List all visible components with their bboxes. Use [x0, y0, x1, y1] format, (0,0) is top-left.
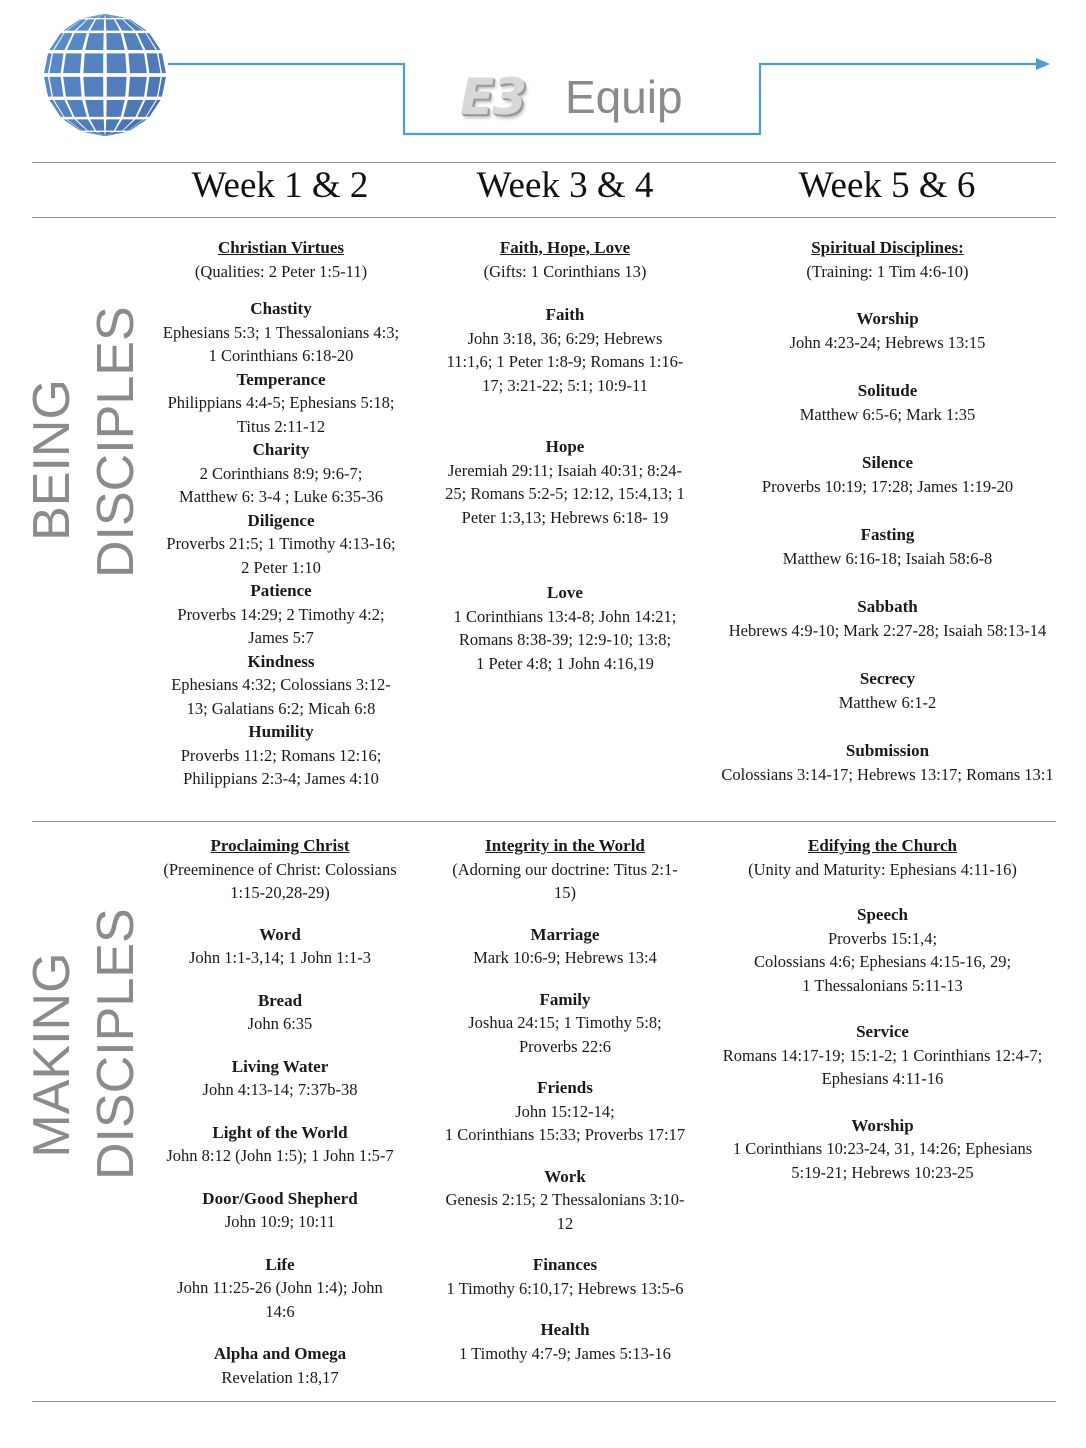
scripture-reference: 25; Romans 5:2-5; 12:12, 15:4,13; 1	[445, 484, 685, 503]
scripture-reference: Jeremiah 29:11; Isaiah 40:31; 8:24-	[447, 460, 682, 480]
bottom-rule	[32, 1401, 1056, 1402]
section-title: Spiritual Disciplines:	[811, 238, 964, 257]
topic-heading: Marriage	[530, 924, 600, 944]
topic-heading: Submission	[845, 741, 930, 760]
scripture-reference: Genesis 2:15; 2 Thessalonians 3:10-	[445, 1190, 685, 1209]
scripture-reference: 1 Timothy 4:7-9; James 5:13-16	[459, 1343, 671, 1363]
section-subtitle: 1:15-20,28-29)	[230, 883, 330, 902]
section-subtitle: (Qualities: 2 Peter 1:5-11)	[194, 261, 368, 281]
topic-heading: Service	[856, 1022, 909, 1041]
scripture-reference: Proverbs 10:19; 17:28; James 1:19-20	[761, 476, 1014, 496]
topic-heading: Charity	[252, 440, 310, 459]
spacer	[432, 1235, 698, 1253]
scripture-reference: 1 Thessalonians 5:11-13	[802, 975, 963, 995]
topic-heading: Patience	[250, 581, 312, 600]
scripture-reference: 2 Corinthians 8:9; 9:6-7;	[199, 463, 363, 483]
topic-heading: Chastity	[250, 299, 312, 318]
spacer	[432, 1147, 698, 1165]
topic-heading: Living Water	[231, 1056, 329, 1076]
section-rule	[32, 821, 1056, 822]
e3-equip-logo	[460, 62, 683, 132]
scripture-reference: 5:19-21; Hebrews 10:23-25	[791, 1162, 974, 1182]
section-title: Edifying the Church	[808, 836, 957, 855]
spacer	[710, 881, 1055, 903]
scripture-reference: Proverbs 22:6	[518, 1036, 612, 1056]
section-title: Faith, Hope, Love	[499, 238, 631, 257]
scripture-reference: Titus 2:11-12	[236, 416, 326, 436]
section-subtitle: (Adorning our doctrine: Titus 2:1-	[452, 859, 678, 879]
spacer	[710, 426, 1065, 451]
scripture-reference: Mark 10:6-9; Hebrews 13:4	[473, 948, 657, 967]
making-column-3	[710, 834, 1055, 1184]
topic-heading: Temperance	[236, 369, 326, 389]
topic-heading: Friends	[537, 1078, 593, 1097]
scripture-reference: 1 Corinthians 13:4-8; John 14:21;	[453, 606, 677, 626]
scripture-reference: John 1:1-3,14; 1 John 1:1-3	[189, 948, 371, 967]
scripture-reference: Romans 8:38-39; 12:9-10; 13:8;	[458, 630, 672, 649]
scripture-reference: 1 Peter 4:8; 1 John 4:16,19	[476, 653, 654, 673]
side-label-line: MAKING	[23, 952, 81, 1158]
spacer	[432, 970, 698, 988]
scripture-reference: 17; 3:21-22; 5:1; 10:9-11	[482, 375, 648, 395]
scripture-reference: Hebrews 4:9-10; Mark 2:27-28; Isaiah 58:13-14	[728, 620, 1047, 640]
spacer	[432, 1058, 698, 1076]
scripture-reference: 13; Galatians 6:2; Micah 6:8	[186, 698, 376, 718]
spacer	[432, 905, 698, 923]
topic-heading: Speech	[857, 905, 908, 924]
scripture-reference: Philippians 4:4-5; Ephesians 5:18;	[167, 393, 395, 412]
section-subtitle: (Preeminence of Christ: Colossians	[163, 859, 397, 879]
scripture-reference: Ephesians 4:32; Colossians 3:12-	[171, 675, 391, 694]
logo-mark: E3	[460, 68, 525, 126]
topic-heading: Health	[540, 1320, 590, 1339]
section-title: Integrity in the World	[485, 836, 645, 855]
scripture-reference: Proverbs 11:2; Romans 12:16;	[180, 745, 382, 765]
topic-heading: Alpha and Omega	[213, 1344, 347, 1363]
topic-heading: Word	[259, 924, 301, 944]
section-title: Christian Virtues	[217, 238, 345, 257]
scripture-reference: John 10:9; 10:11	[224, 1212, 336, 1231]
spacer	[710, 498, 1065, 523]
spacer	[710, 354, 1065, 379]
spacer	[710, 997, 1055, 1020]
topic-heading: Finances	[532, 1255, 598, 1274]
top-rule	[32, 162, 1056, 163]
topic-heading: Faith	[545, 305, 585, 324]
scripture-reference: Romans 14:17-19; 15:1-2; 1 Corinthians 12:4-7;	[722, 1045, 1043, 1065]
topic-heading: Love	[547, 583, 583, 602]
spacer	[150, 1036, 410, 1055]
making-column-2	[432, 834, 698, 1365]
scripture-reference: Peter 1:3,13; Hebrews 6:18- 19	[461, 507, 669, 527]
spacer	[710, 570, 1065, 595]
section-subtitle: (Gifts: 1 Corinthians 13)	[483, 261, 647, 281]
topic-heading: Secrecy	[859, 669, 916, 688]
spacer	[150, 1323, 410, 1342]
scripture-reference: John 3:18, 36; 6:29; Hebrews	[467, 328, 663, 348]
spacer	[432, 283, 698, 303]
scripture-reference: Proverbs 21:5; 1 Timothy 4:13-16;	[166, 534, 396, 553]
spacer	[710, 283, 1065, 307]
scripture-reference: 1 Corinthians 6:18-20	[208, 346, 354, 365]
spacer	[432, 1300, 698, 1318]
scripture-reference: Matthew 6: 3-4 ; Luke 6:35-36	[179, 487, 383, 506]
topic-heading: Humility	[248, 722, 314, 741]
scripture-reference: 14:6	[265, 1301, 295, 1321]
topic-heading: Bread	[257, 990, 303, 1010]
scripture-reference: Joshua 24:15; 1 Timothy 5:8;	[468, 1013, 662, 1032]
side-label-line: BEING	[23, 379, 81, 541]
topic-heading: Sabbath	[857, 597, 918, 616]
scripture-reference: 1 Timothy 6:10,17; Hebrews 13:5-6	[446, 1278, 684, 1298]
topic-heading: Family	[539, 989, 591, 1009]
being-column-3	[710, 236, 1065, 786]
scripture-reference: Ephesians 5:3; 1 Thessalonians 4:3;	[162, 322, 400, 342]
scripture-reference: Matthew 6:5-6; Mark 1:35	[799, 404, 976, 424]
side-label-line: DISCIPLES	[87, 306, 145, 578]
making-disciples-label	[20, 908, 148, 1180]
week-rule	[32, 217, 1056, 218]
being-column-2	[432, 236, 698, 675]
scripture-reference: 1 Corinthians 10:23-24, 31, 14:26; Ephesians	[732, 1139, 1033, 1158]
topic-heading: Light of the World	[212, 1122, 348, 1142]
scripture-reference: Philippians 2:3-4; James 4:10	[183, 769, 379, 788]
topic-heading: Solitude	[857, 381, 918, 400]
topic-heading: Worship	[856, 309, 919, 328]
topic-heading: Diligence	[247, 510, 315, 530]
spacer	[150, 970, 410, 989]
scripture-reference: 1 Corinthians 15:33; Proverbs 17:17	[444, 1125, 686, 1144]
scripture-reference: John 11:25-26 (John 1:4); John	[177, 1278, 383, 1297]
section-subtitle: (Unity and Maturity: Ephesians 4:11-16)	[748, 859, 1017, 879]
week-heading-3: Week 5 & 6	[798, 165, 976, 206]
topic-heading: Kindness	[247, 651, 315, 671]
week-heading-1: Week 1 & 2	[191, 165, 369, 206]
topic-heading: Fasting	[860, 525, 915, 544]
scripture-reference: Matthew 6:16-18; Isaiah 58:6-8	[782, 548, 993, 568]
scripture-reference: James 5:7	[248, 628, 314, 647]
spacer	[710, 714, 1065, 739]
scripture-reference: John 6:35	[247, 1014, 313, 1033]
making-column-1	[150, 834, 410, 1389]
scripture-reference: John 4:23-24; Hebrews 13:15	[789, 332, 986, 352]
spacer	[710, 642, 1065, 667]
scripture-reference: Colossians 3:14-17; Hebrews 13:17; Romans 13:1	[721, 764, 1054, 784]
scripture-reference: Colossians 4:6; Ephesians 4:15-16, 29;	[753, 952, 1012, 971]
spacer	[432, 529, 698, 581]
topic-heading: Door/Good Shepherd	[202, 1188, 358, 1208]
spacer	[150, 1234, 410, 1253]
week-heading-2: Week 3 & 4	[476, 165, 654, 206]
scripture-reference: Revelation 1:8,17	[221, 1367, 339, 1387]
scripture-reference: John 8:12 (John 1:5); 1 John 1:5-7	[166, 1146, 394, 1165]
scripture-reference: John 4:13-14; 7:37b-38	[202, 1080, 358, 1099]
spacer	[150, 283, 412, 297]
logo-word: Equip	[564, 71, 683, 123]
side-label-line: DISCIPLES	[87, 908, 145, 1180]
scripture-reference: Proverbs 14:29; 2 Timothy 4:2;	[177, 604, 385, 624]
spacer	[432, 397, 698, 435]
scripture-reference: 11:1,6; 1 Peter 1:8-9; Romans 1:16-	[446, 352, 684, 371]
topic-heading: Silence	[862, 453, 913, 472]
being-disciples-label	[20, 306, 148, 578]
topic-heading: Work	[544, 1166, 586, 1186]
scripture-reference: Ephesians 4:11-16	[821, 1069, 944, 1088]
spacer	[710, 1091, 1055, 1114]
scripture-reference: 2 Peter 1:10	[241, 557, 321, 577]
being-column-1	[150, 236, 412, 791]
scripture-reference: Matthew 6:1-2	[838, 692, 937, 712]
scripture-reference: 12	[556, 1213, 574, 1233]
section-subtitle: 15)	[554, 883, 576, 902]
spacer	[150, 905, 410, 923]
spacer	[150, 1168, 410, 1187]
section-subtitle: (Training: 1 Tim 4:6-10)	[806, 261, 969, 281]
topic-heading: Life	[265, 1254, 295, 1274]
spacer	[150, 1102, 410, 1121]
scripture-reference: John 15:12-14;	[515, 1101, 615, 1121]
section-title: Proclaiming Christ	[210, 836, 350, 855]
topic-heading: Hope	[545, 437, 585, 456]
scripture-reference: Proverbs 15:1,4;	[827, 928, 938, 948]
topic-heading: Worship	[851, 1115, 914, 1135]
